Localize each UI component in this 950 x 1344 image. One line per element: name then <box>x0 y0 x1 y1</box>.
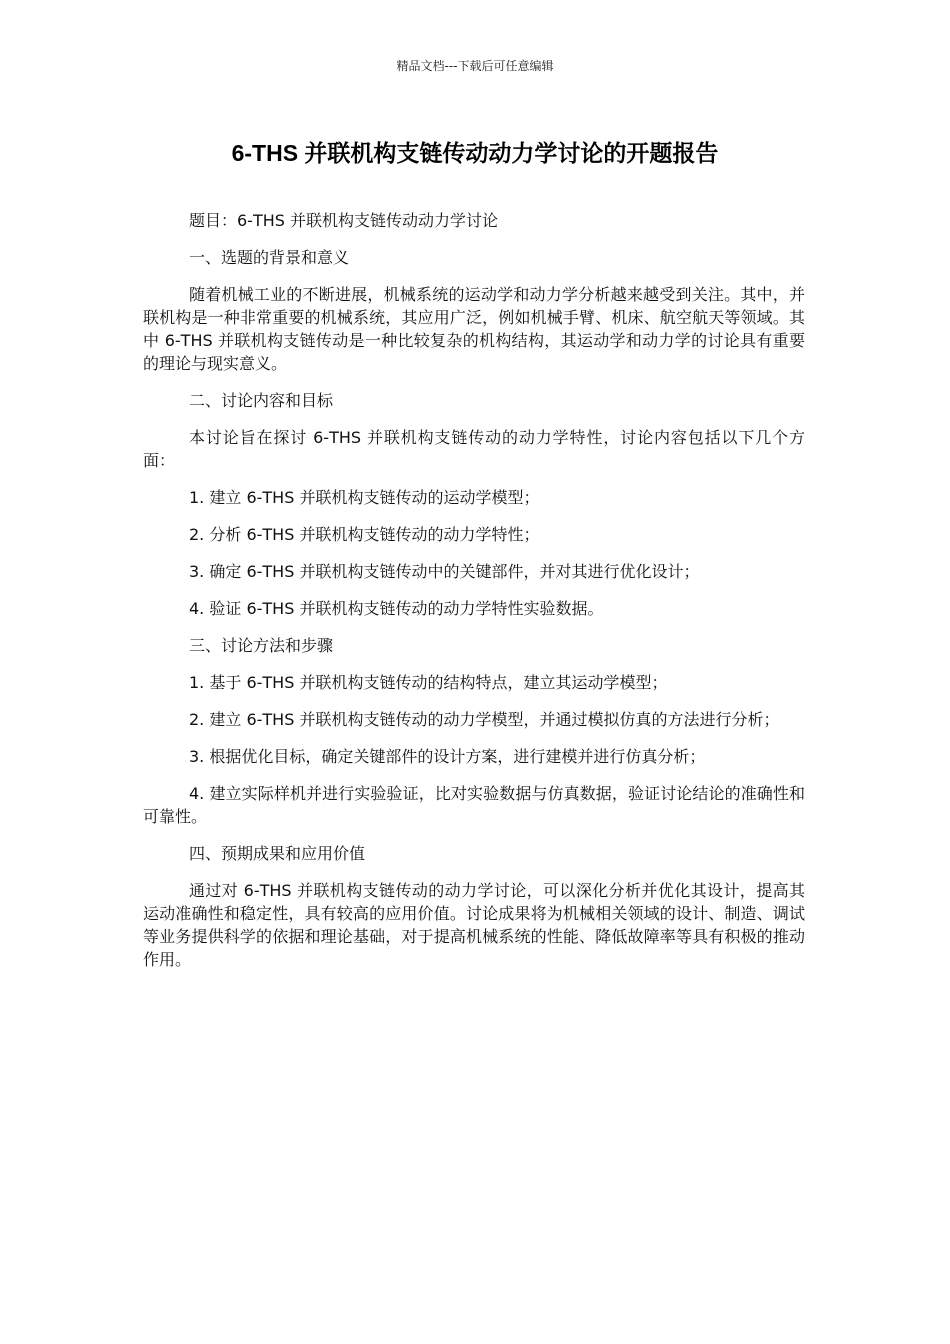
list-item-content-2: 2. 分析 6-THS 并联机构支链传动的动力学特性； <box>189 525 540 544</box>
document-title: 6-THS 并联机构支链传动动力学讨论的开题报告 <box>231 140 719 166</box>
paragraph-topic: 题目：6-THS 并联机构支链传动动力学讨论 <box>189 211 499 230</box>
section-heading-background: 一、选题的背景和意义 <box>189 248 350 267</box>
section-heading-method: 三、讨论方法和步骤 <box>189 636 334 655</box>
header-note: 精品文档---下载后可任意编辑 <box>396 59 554 73</box>
list-item-method-4: 4. 建立实际样机并进行实验验证，比对实验数据与仿真数据，验证讨论结论的准确性和可靠性。 <box>143 784 805 826</box>
paragraph-content-intro: 本讨论旨在探讨 6-THS 并联机构支链传动的动力学特性，讨论内容包括以下几个方面： <box>143 428 805 470</box>
section-heading-content: 二、讨论内容和目标 <box>189 391 334 410</box>
paragraph-outcome: 通过对 6-THS 并联机构支链传动的动力学讨论，可以深化分析并优化其设计，提高其运动准确性和稳定性，具有较高的应用价值。讨论成果将为机械相关领域的设计、制造、调试等业务提供科学的依据和理论基础，对于提高机械系统的性能、降低故障率等具有积极的推动作用。 <box>143 881 805 969</box>
paragraph-background: 随着机械工业的不断进展，机械系统的运动学和动力学分析越来越受到关注。其中，并联机构是一种非常重要的机械系统，其应用广泛，例如机械手臂、机床、航空航天等领域。其中 6-THS 并联机构支链传动是一种比较复杂的机构结构，其运动学和动力学的讨论具有重要的理论与现实意义。 <box>143 285 805 373</box>
list-item-content-4: 4. 验证 6-THS 并联机构支链传动的动力学特性实验数据。 <box>189 599 604 618</box>
document-body <box>143 209 805 985</box>
list-item-method-1: 1. 基于 6-THS 并联机构支链传动的结构特点，建立其运动学模型； <box>189 673 668 692</box>
list-item-content-1: 1. 建立 6-THS 并联机构支链传动的运动学模型； <box>189 488 540 507</box>
section-heading-outcome: 四、预期成果和应用价值 <box>189 844 366 863</box>
list-item-method-2: 2. 建立 6-THS 并联机构支链传动的动力学模型，并通过模拟仿真的方法进行分析； <box>189 710 780 729</box>
list-item-method-3: 3. 根据优化目标，确定关键部件的设计方案，进行建模并进行仿真分析； <box>189 747 706 766</box>
list-item-content-3: 3. 确定 6-THS 并联机构支链传动中的关键部件，并对其进行优化设计； <box>189 562 700 581</box>
